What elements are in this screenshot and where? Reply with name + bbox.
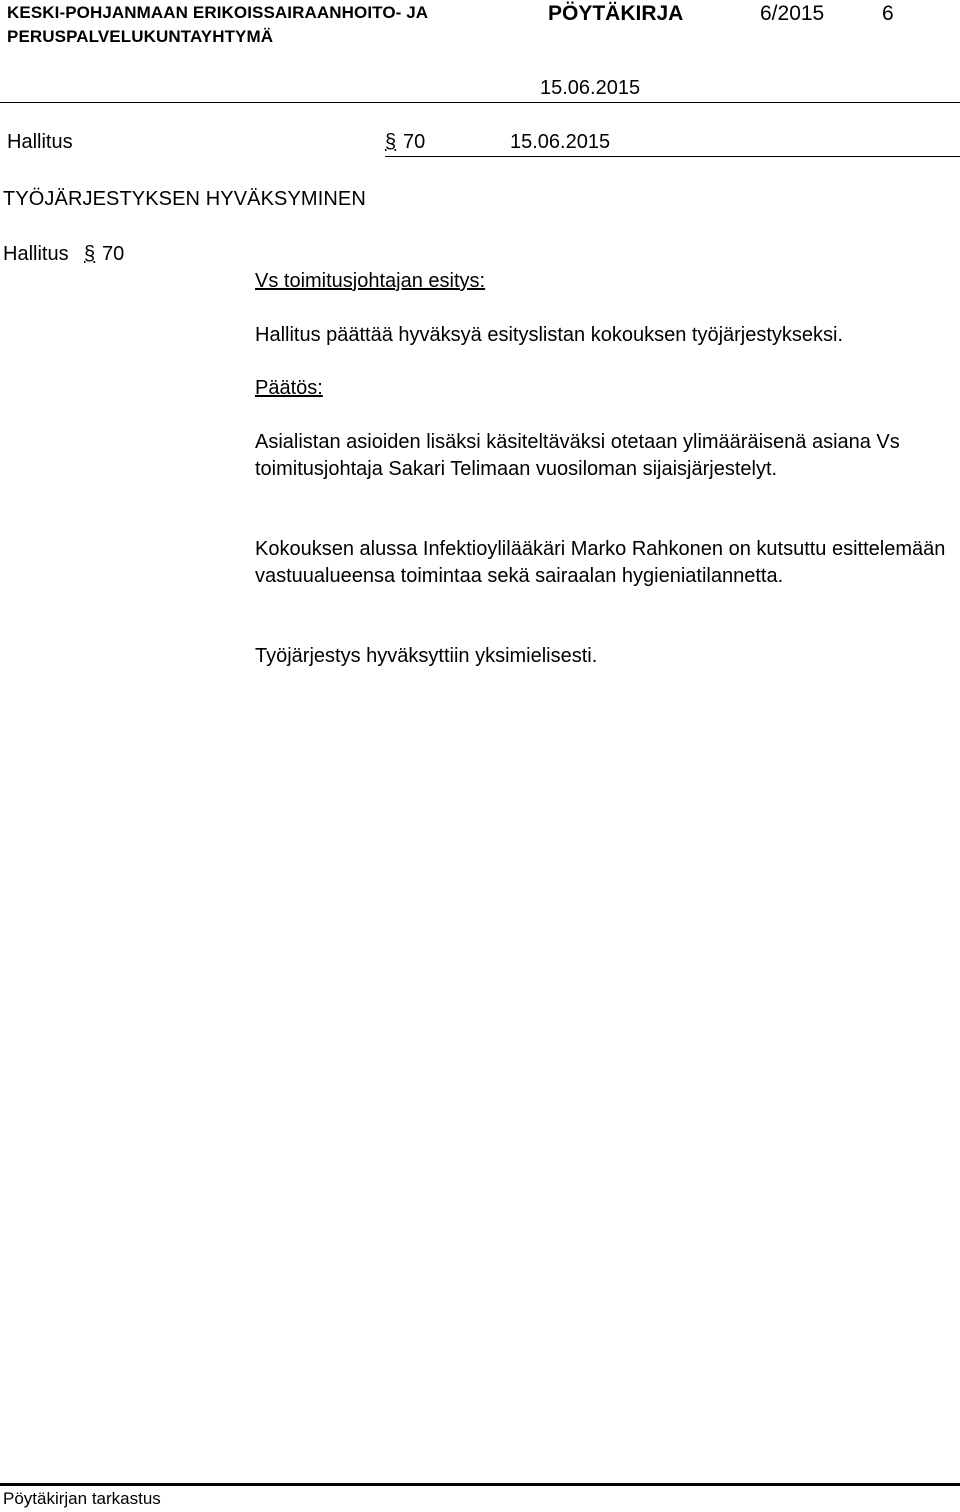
meeting-body: Hallitus: [7, 131, 73, 153]
decision-paragraph: Työjärjestys hyväksyttiin yksimielisesti.: [255, 645, 598, 667]
agenda-item-title: TYÖJÄRJESTYKSEN HYVÄKSYMINEN: [3, 188, 366, 210]
proposal-text: Hallitus päättää hyväksyä esityslistan kokouksen työjärjestykseksi.: [255, 324, 844, 346]
header-meeting-date: 15.06.2015: [540, 77, 641, 99]
item-ref-body: Hallitus: [3, 243, 69, 265]
footer-divider: [0, 1483, 960, 1486]
document-number: 6/2015: [760, 2, 825, 25]
section-symbol: §: [385, 131, 397, 153]
header-divider: [0, 102, 960, 103]
footer-review-label: Pöytäkirjan tarkastus: [3, 1489, 161, 1508]
decision-paragraph: Kokouksen alussa Infektioylilääkäri Marko Rahkonen on kutsuttu esittelemään vastuualueensa toimintaa sekä sairaalan hygieniatilannetta.: [255, 538, 946, 587]
section-number: 70: [403, 131, 426, 153]
decision-label: Päätös:: [255, 377, 323, 399]
item-ref-section-number: 70: [102, 243, 125, 265]
organization-name-line2: PERUSPALVELUKUNTAYHTYMÄ: [7, 27, 274, 46]
decision-paragraph: Asialistan asioiden lisäksi käsiteltäväksi otetaan ylimääräisenä asiana Vs toimitusjohtaja Sakari Telimaan vuosiloman sijaisjärjestelyt.: [255, 431, 900, 480]
meeting-date: 15.06.2015: [510, 131, 611, 153]
document-type: PÖYTÄKIRJA: [548, 2, 684, 25]
page-number: 6: [882, 2, 894, 25]
organization-name-line1: KESKI-POHJANMAAN ERIKOISSAIRAANHOITO- JA: [7, 3, 429, 22]
item-ref-section-symbol: §: [84, 243, 96, 265]
proposal-label: Vs toimitusjohtajan esitys:: [255, 270, 486, 292]
meeting-ref-divider: [385, 156, 960, 157]
